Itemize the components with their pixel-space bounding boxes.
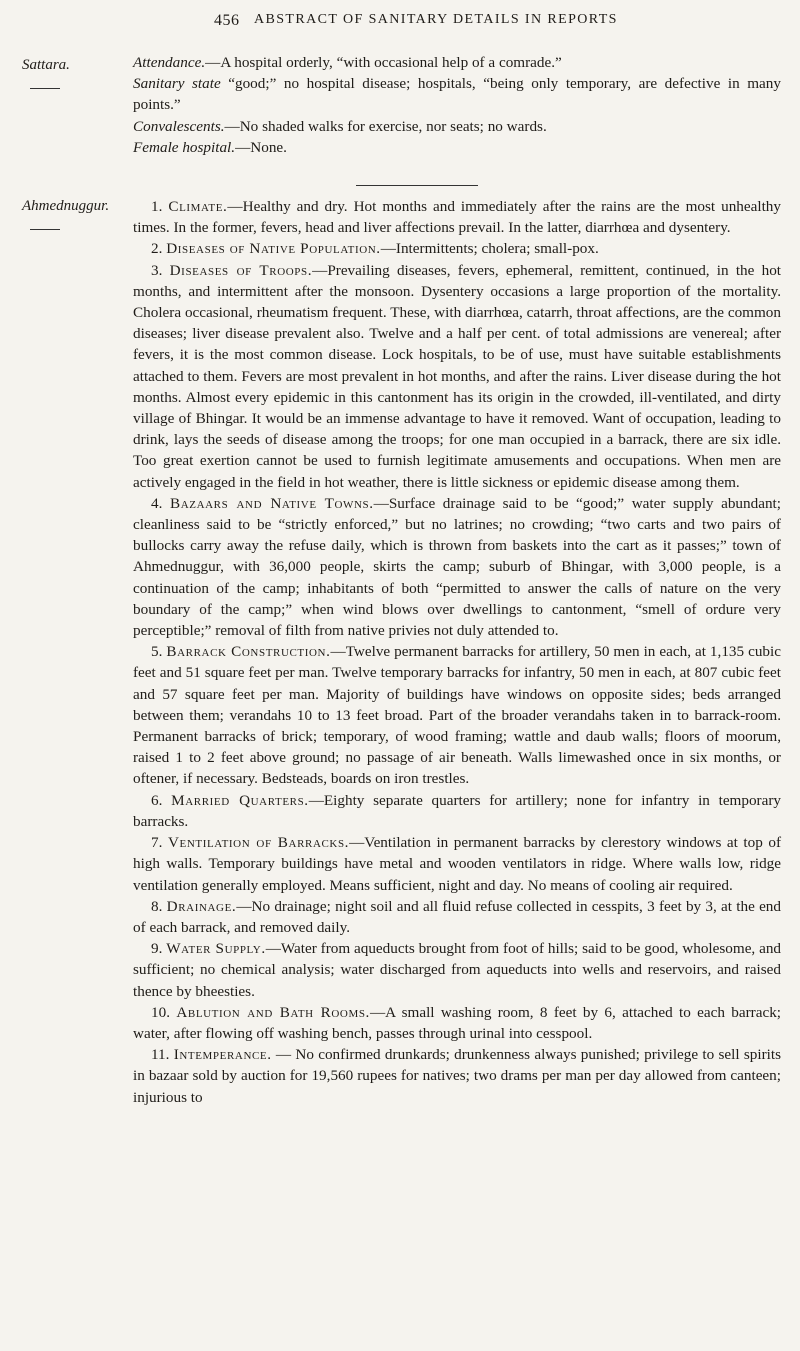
paragraph-text: —No shaded walks for exercise, nor seats; no wards. <box>224 117 547 135</box>
paragraph-number: 11. <box>151 1046 170 1064</box>
paragraph-heading: Bazaars and Native Towns. <box>169 494 374 512</box>
paragraph-heading: Diseases of Troops. <box>169 261 313 279</box>
paragraph-heading: Ventilation of Barracks. <box>167 834 350 852</box>
paragraph-text: —Surface drainage said to be “good;” water supply abundant; cleanliness said to be “strictly enforced,” but no latrines; no crowding; “two carts and two pairs of bullocks carry away the refuse daily, which is thrown from baskets into the cart as it passes;” town of Ahmednuggur, with 36,000 people, skirts the camp; suburb of Bhingar, with 3,000 people, is a continuation of the camp; inhabitants of both “permitted to answer the calls of nature on the very boundary of the camp;” when wind blows over dwellings to cantonment, “smell of ordure very perceptible;” removal of filth from native privies not duly attended to. <box>133 494 781 640</box>
paragraph-label: Convalescents. <box>133 117 225 135</box>
paragraph-text: —Healthy and dry. Hot months and immediately after the rains are the most unhealthy times. In the former, fevers, head and liver affections prevail. In the latter, diarrhœa and dysentery. <box>133 198 781 237</box>
margin-dash <box>30 229 60 230</box>
ahmednuggur-section <box>133 196 781 1108</box>
paragraph <box>133 493 781 641</box>
section-divider <box>356 185 478 186</box>
paragraph <box>133 790 781 832</box>
paragraph <box>133 116 781 137</box>
sattara-section <box>133 52 781 158</box>
paragraph-text: — No confirmed drunkards; drunkenness always punished; privilege to sell spirits in bazaar sold by auction for 19,560 rupees for natives; two drams per man per day allowed from canteen; injurious to <box>133 1046 781 1106</box>
paragraph-label: Sanitary state <box>133 75 221 93</box>
paragraph-number: 1. <box>151 198 163 215</box>
page-number: 456 <box>214 12 240 29</box>
paragraph <box>133 52 781 73</box>
paragraph <box>133 1044 781 1108</box>
margin-label-sattara: Sattara. <box>22 57 70 73</box>
paragraph-heading: Drainage. <box>166 897 237 915</box>
paragraph-text: —A hospital orderly, “with occasional help of a comrade.” <box>205 54 562 71</box>
paragraph-number: 2. <box>151 240 163 258</box>
paragraph-label: Female hospital. <box>133 138 236 156</box>
paragraph <box>133 1002 781 1044</box>
paragraph-heading: Diseases of Native Population. <box>166 240 381 258</box>
paragraph-text: —None. <box>235 138 287 156</box>
paragraph-text: —Ventilation in permanent barracks by clerestory windows at top of high walls. Temporary buildings have metal and wooden ventilators in ridge. Where walls low, ridge ventilation generally employed. Means sufficient, night and day. No means of cooling air required. <box>133 834 782 894</box>
paragraph-text: —Eighty separate quarters for artillery; none for infantry in temporary barracks. <box>133 791 782 830</box>
paragraph-heading: Intemperance. <box>173 1046 272 1064</box>
paragraph <box>133 832 781 896</box>
paragraph <box>133 73 781 115</box>
paragraph-number: 5. <box>151 643 163 661</box>
paragraph <box>133 641 781 789</box>
paragraph-number: 3. <box>151 261 163 279</box>
paragraph-text: —A small washing room, 8 feet by 6, attached to each barrack; water, after flowing off washing bench, passes through urinal into cesspool. <box>133 1003 782 1042</box>
paragraph-heading: Barrack Construction. <box>166 643 331 661</box>
paragraph <box>133 196 781 238</box>
running-title: ABSTRACT OF SANITARY DETAILS IN REPORTS <box>254 12 618 27</box>
margin-label-ahmednuggur: Ahmednuggur. <box>22 198 110 214</box>
paragraph-text: “good;” no hospital disease; hospitals, “being only temporary, are defective in many points.” <box>133 75 781 114</box>
paragraph <box>133 896 781 938</box>
paragraph-number: 6. <box>151 791 163 809</box>
paragraph-number: 7. <box>151 834 163 852</box>
paragraph-number: 8. <box>151 897 163 915</box>
paragraph-label: Attendance. <box>133 54 206 71</box>
paragraph-heading: Ablution and Bath Rooms. <box>176 1003 370 1021</box>
paragraph-number: 4. <box>151 494 163 512</box>
paragraph <box>133 260 781 493</box>
paragraph-text: —Twelve permanent barracks for artillery, 50 men in each, at 1,135 cubic feet and 51 square feet per man. Twelve temporary barracks for infantry, 50 men in each, at 807 cubic feet and 57 square feet per man. Majority of buildings have windows on opposite sides; beds arranged between them; verandahs 10 to 13 feet broad. Part of the broader verandahs taken in to barrack-room. Permanent barracks of brick; temporary, of wood framing; wattle and daub walls; floors of moorum, raised 1 to 2 feet above ground; no passage of air beneath. Walls limewashed once in six months, or oftener, if necessary. Bedsteads, boards on iron trestles. <box>133 643 781 788</box>
paragraph <box>133 137 781 158</box>
paragraph-number: 9. <box>151 940 163 958</box>
paragraph-text: —No drainage; night soil and all fluid refuse collected in cesspits, 3 feet by 3, at the end of each barrack, and removed daily. <box>133 897 781 936</box>
paragraph-heading: Married Quarters. <box>171 791 309 809</box>
paragraph-text: —Water from aqueducts brought from foot of hills; said to be good, wholesome, and sufficient; no chemical analysis; water discharged from aqueducts into wells and reservoirs, and raised thence by bheesties. <box>133 940 782 1000</box>
paragraph-heading: Water Supply. <box>166 940 266 958</box>
margin-dash <box>30 88 60 89</box>
paragraph-text: —Intermittents; cholera; small-pox. <box>380 240 599 258</box>
paragraph-number: 10. <box>151 1003 170 1021</box>
paragraph-text: —Prevailing diseases, fevers, ephemeral, remittent, continued, in the hot months, and intermittent after the monsoon. Dysentery occasions a large proportion of the mortality. Cholera occasional, rheumatism frequent. These, with diarrhœa, catarrh, throat affections, are the common diseases; liver disease prevalent also. Twelve and a half per cent. of total admissions are venereal; after fevers, it is the most common disease. Lock hospitals, to be of use, must have suitable establishments attached to them. Fevers are most prevalent in hot months, and after the rains. Liver disease during the hot months. Almost every epidemic in this cantonment has its origin in the crowded, ill-ventilated, and dirty village of Bhingar. It would be an immense advantage to have it removed. Want of occupation, leading to drink, lays the seeds of disease among the troops; for one man occupied in a barrack, there are six idle. Too great exertion cannot be used to furnish legitimate amusements and occupations. When men are actively engaged in the field in hot weather, there is little sickness or epidemic disease among them. <box>133 261 782 491</box>
paragraph <box>133 938 781 1002</box>
paragraph <box>133 238 781 259</box>
paragraph-heading: Climate. <box>168 198 228 215</box>
